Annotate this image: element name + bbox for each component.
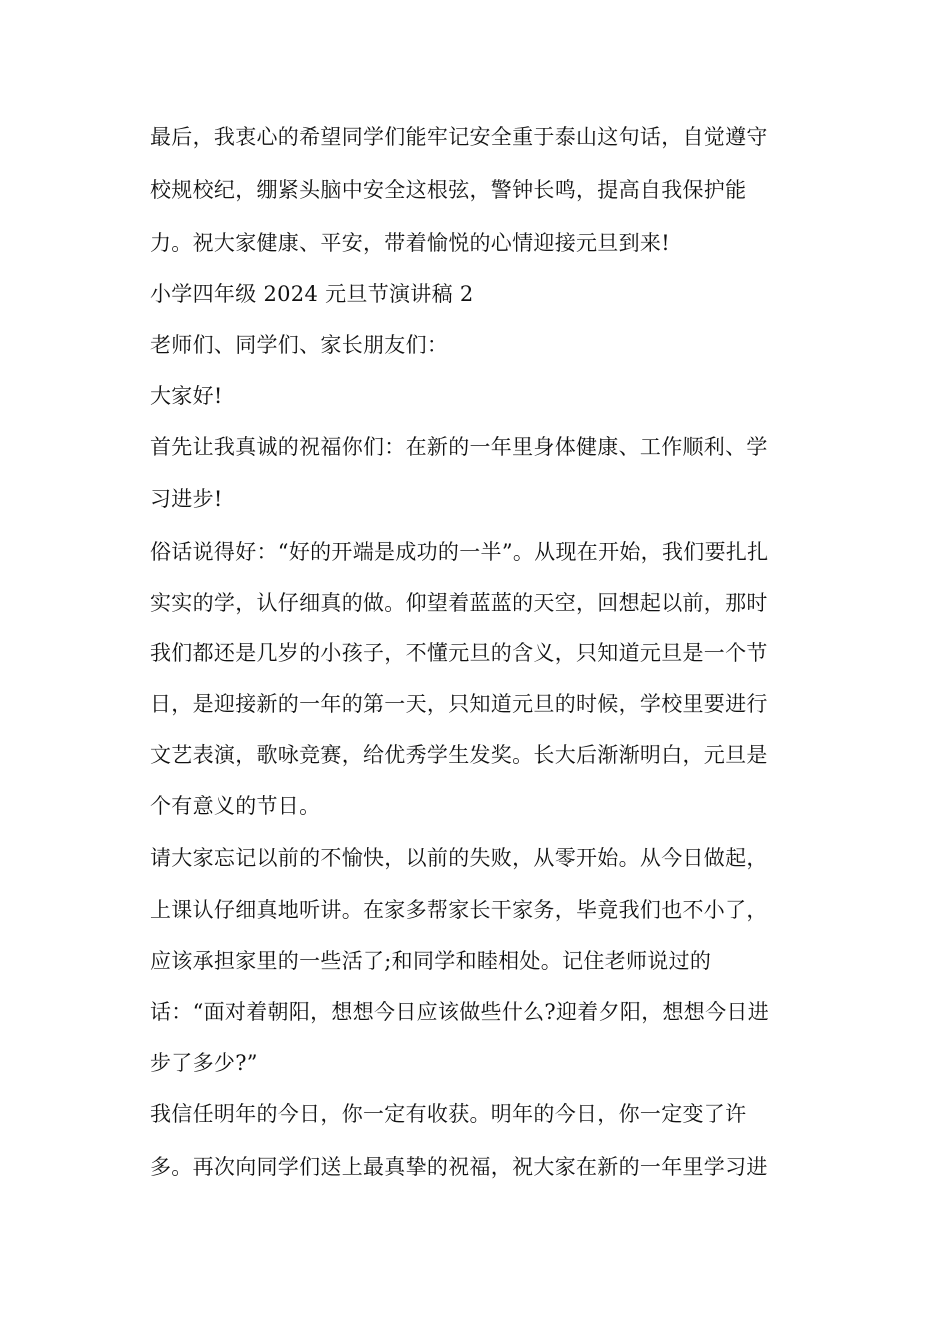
greeting: 大家好! — [150, 384, 223, 408]
text-line: 习进步! — [150, 487, 223, 511]
text-line: 多。再次向同学们送上最真挚的祝福，祝大家在新的一年里学习进 — [150, 1155, 768, 1179]
text-line: 请大家忘记以前的不愉快，以前的失败，从零开始。从今日做起， — [150, 846, 768, 870]
text-line: 实实的学，认仔细真的做。仰望着蓝蓝的天空，回想起以前，那时 — [150, 591, 768, 615]
text-line: 俗话说得好：“好的开端是成功的一半”。从现在开始，我们要扎扎 — [150, 540, 769, 564]
text-line: 步了多少?” — [150, 1051, 258, 1075]
text-line: 我信任明年的今日，你一定有收获。明年的今日，你一定变了许 — [150, 1102, 747, 1126]
salutation: 老师们、同学们、家长朋友们： — [150, 333, 449, 357]
text-line: 上课认仔细真地听讲。在家多帮家长干家务，毕竟我们也不小了， — [150, 898, 768, 922]
text-line: 首先让我真诚的祝福你们：在新的一年里身体健康、工作顺利、学 — [150, 435, 768, 459]
text-line: 话：“面对着朝阳，想想今日应该做些什么?迎着夕阳，想想今日进 — [150, 1000, 769, 1024]
text-line: 日，是迎接新的一年的第一天，只知道元旦的时候，学校里要进行 — [150, 692, 768, 716]
text-line: 文艺表演，歌咏竞赛，给优秀学生发奖。长大后渐渐明白，元旦是 — [150, 743, 768, 767]
text-line: 应该承担家里的一些活了;和同学和睦相处。记住老师说过的 — [150, 949, 712, 973]
text-line: 校规校纪，绷紧头脑中安全这根弦，警钟长鸣，提高自我保护能 — [150, 178, 747, 202]
text-line: 个有意义的节日。 — [150, 794, 321, 818]
section-heading: 小学四年级 2024 元旦节演讲稿 2 — [150, 282, 474, 306]
text-line: 力。祝大家健康、平安，带着愉悦的心情迎接元旦到来! — [150, 231, 670, 255]
text-line: 我们都还是几岁的小孩子，不懂元旦的含义，只知道元旦是一个节 — [150, 641, 768, 665]
text-line: 最后，我衷心的希望同学们能牢记安全重于泰山这句话，自觉遵守 — [150, 125, 768, 149]
